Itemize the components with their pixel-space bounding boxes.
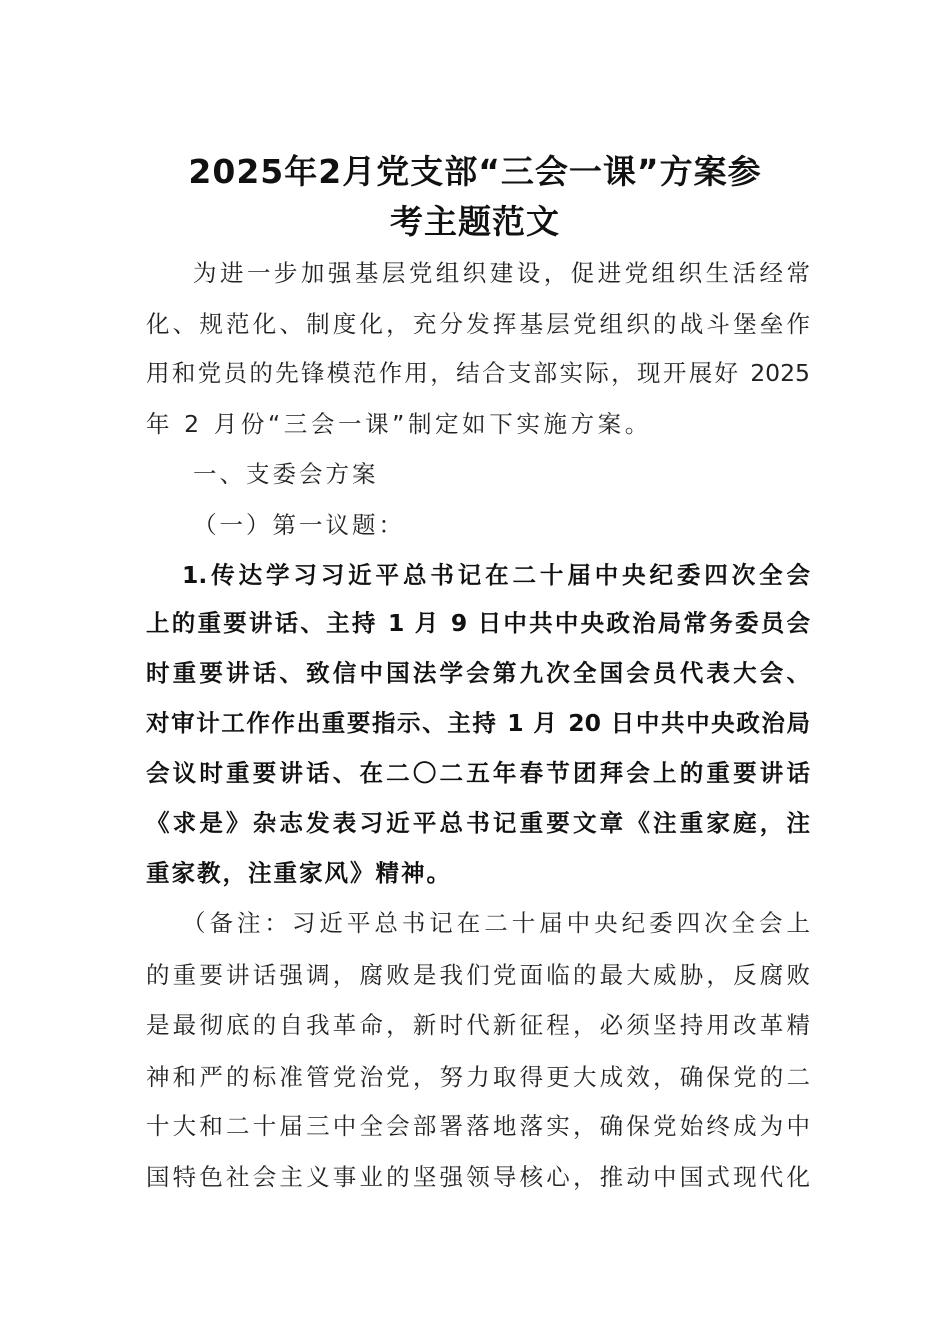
item-line: 上的重要讲话、主持 1 月 9 日中共中央政治局常务委员会 [146,609,810,637]
document-title-line-2: 考主题范文 [390,202,560,241]
subsection-heading: （一）第一议题： [193,511,405,539]
document-title-line-1: 2025年2月党支部“三会一课”方案参 [188,152,762,191]
intro-line: 用和党员的先锋模范作用，结合支部实际，现开展好 2025 [146,359,810,387]
item-line: 1.传达学习习近平总书记在二十届中央纪委四次全会 [182,561,810,589]
note-line: 十大和二十届三中全会部署落地落实，确保党始终成为中 [146,1112,810,1140]
note-line: 国特色社会主义事业的坚强领导核心，推动中国式现代化 [146,1163,810,1191]
item-line: 时重要讲话、致信中国法学会第九次全国会员代表大会、 [146,659,810,687]
item-line: 对审计工作作出重要指示、主持 1 月 20 日中共中央政治局 [146,709,810,737]
section-heading: 一、支委会方案 [193,460,379,488]
note-line: 的重要讲话强调，腐败是我们党面临的最大威胁，反腐败 [146,961,810,989]
note-line: （备注：习近平总书记在二十届中央纪委四次全会上 [182,909,810,937]
note-line: 神和严的标准管党治党，努力取得更大成效，确保党的二 [146,1063,810,1091]
item-line: 《求是》杂志发表习近平总书记重要文章《注重家庭，注 [146,809,810,837]
intro-line: 为进一步加强基层党组织建设，促进党组织生活经常 [193,259,810,287]
intro-line: 年 2 月份“三会一课”制定如下实施方案。 [146,410,652,438]
item-line: 重家教，注重家风》精神。 [146,859,452,887]
note-line: 是最彻底的自我革命，新时代新征程，必须坚持用改革精 [146,1011,810,1039]
intro-line: 化、规范化、制度化，充分发挥基层党组织的战斗堡垒作 [146,310,810,338]
item-line: 会议时重要讲话、在二〇二五年春节团拜会上的重要讲话 [146,759,810,787]
